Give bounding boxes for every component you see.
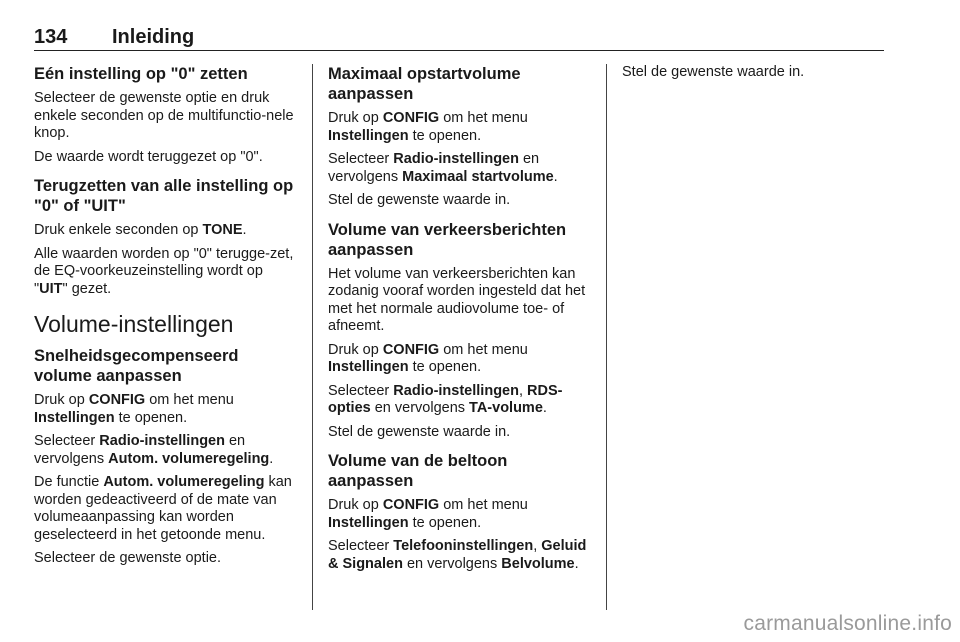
text: Druk op (328, 110, 383, 126)
text: Druk op (328, 497, 383, 513)
menu-item: Geluid & Signalen (328, 538, 587, 572)
text: kan worden gedeactiveerd of de mate van volumeaanpassing kan worden geselecteerd in het getoonde menu. (34, 474, 292, 543)
key-config: CONFIG (88, 392, 146, 408)
paragraph (328, 110, 592, 145)
text: Druk op (34, 392, 89, 408)
text: te openen. (408, 514, 482, 531)
page-number: 134 (34, 26, 68, 48)
paragraph (328, 538, 592, 573)
column-divider (606, 64, 607, 610)
text: . (269, 450, 274, 467)
text: om het menu (439, 110, 528, 126)
text: te openen. (408, 127, 482, 144)
paragraph (34, 392, 300, 427)
section-title: Volume-instellingen (34, 311, 234, 337)
text: te openen. (114, 409, 188, 426)
page-header (34, 26, 884, 51)
heading-reset-one: Eén instelling op "0" zetten (34, 65, 248, 83)
paragraph: De waarde wordt teruggezet op "0". (34, 148, 263, 165)
column-divider (312, 64, 313, 610)
text: De functie (34, 474, 104, 490)
heading-ringtone-volume: Volume van de beltoon aanpassen (328, 452, 508, 490)
text: en vervolgens (34, 433, 246, 467)
text: Selecteer (34, 433, 100, 449)
key-tone: TONE (202, 222, 243, 238)
menu-item: Autom. volumeregeling (103, 474, 265, 490)
paragraph (34, 246, 300, 299)
text: en vervolgens (402, 555, 502, 572)
watermark: carmanualsonline.info (743, 612, 952, 635)
text: om het menu (439, 497, 528, 513)
paragraph (34, 433, 300, 468)
paragraph: Selecteer de gewenste optie en druk enkele seconden op de multifunctio-nele knop. (34, 90, 294, 141)
text: , (518, 382, 528, 399)
heading-traffic-volume: Volume van verkeersberichten aanpassen (328, 220, 567, 259)
menu-item: Belvolume (501, 555, 575, 572)
paragraph (328, 497, 592, 532)
menu-item: Autom. volumeregeling (108, 450, 270, 467)
paragraph (34, 222, 300, 240)
text: . (542, 400, 547, 416)
paragraph (328, 342, 592, 377)
menu-item: TA-volume (469, 400, 543, 416)
menu-item: Radio-instellingen (393, 382, 519, 399)
chapter-title: Inleiding (112, 26, 195, 48)
paragraph (34, 474, 300, 544)
text: Selecteer (328, 538, 394, 554)
menu-instellingen: Instellingen (34, 409, 115, 426)
text: om het menu (145, 392, 234, 408)
paragraph: Stel de gewenste waarde in. (328, 192, 511, 208)
menu-item: Radio-instellingen (393, 151, 519, 167)
text: . (242, 222, 247, 238)
text: Selecteer (328, 382, 394, 399)
column-2 (328, 64, 592, 579)
value-uit: UIT (39, 280, 63, 297)
text: Druk op (328, 341, 383, 358)
menu-instellingen: Instellingen (328, 359, 409, 375)
key-config: CONFIG (382, 110, 440, 126)
menu-item: Maximaal startvolume (402, 168, 554, 185)
text: en vervolgens (370, 400, 470, 416)
paragraph: Selecteer de gewenste optie. (34, 550, 222, 566)
key-config: CONFIG (382, 497, 440, 513)
menu-item: Telefooninstellingen (393, 538, 534, 554)
menu-instellingen: Instellingen (328, 514, 409, 531)
paragraph (328, 151, 592, 186)
text: Alle waarden worden op "0" terugge-zet, de EQ-voorkeuzeinstelling wordt op " (34, 245, 294, 297)
text: " gezet. (62, 280, 112, 297)
heading-max-volume: Maximaal opstartvolume aanpassen (328, 65, 521, 103)
text: om het menu (439, 341, 528, 358)
text: , (533, 538, 542, 554)
text: Druk enkele seconden op (34, 222, 203, 238)
text: . (553, 168, 558, 185)
column-3 (622, 64, 884, 88)
paragraph (328, 383, 592, 418)
paragraph: Het volume van verkeersberichten kan zodanig vooraf worden ingesteld dat het met het normale audiovolume toe- of afneemt. (328, 265, 586, 334)
key-config: CONFIG (382, 341, 440, 358)
text: te openen. (408, 359, 482, 375)
text: Selecteer (328, 151, 394, 167)
heading-reset-all: Terugzetten van alle instelling op "0" of "UIT" (34, 177, 294, 215)
column-1 (34, 64, 300, 574)
heading-speed-volume: Snelheidsgecompenseerd volume aanpassen (34, 347, 239, 385)
text: en vervolgens (328, 151, 540, 185)
paragraph: Stel de gewenste waarde in. (622, 64, 805, 80)
menu-instellingen: Instellingen (328, 127, 409, 144)
paragraph: Stel de gewenste waarde in. (328, 423, 511, 440)
menu-item: RDS-opties (328, 382, 563, 416)
menu-item: Radio-instellingen (99, 433, 225, 449)
text: . (574, 555, 579, 572)
